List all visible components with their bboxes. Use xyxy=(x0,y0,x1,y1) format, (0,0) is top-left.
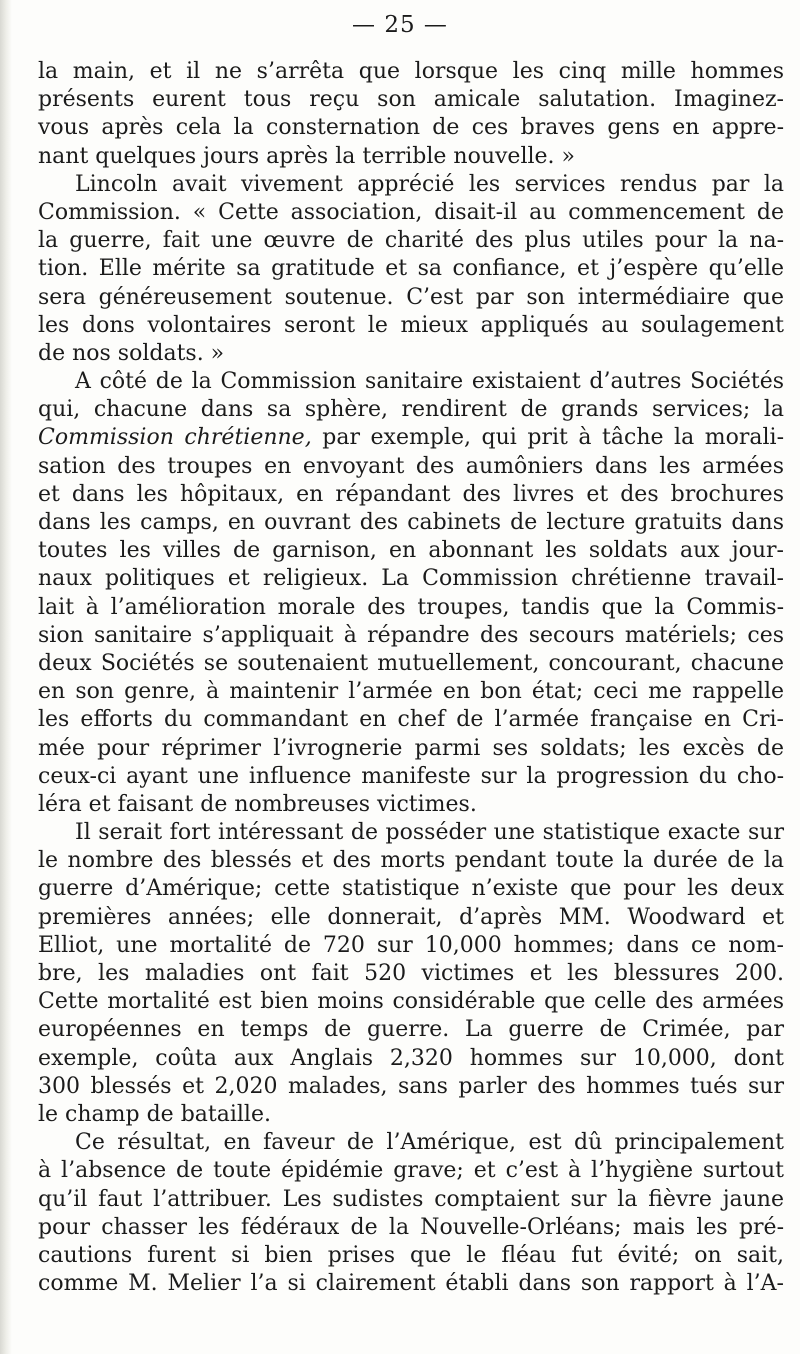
text-line: bre, les maladies ont fait 520 victimes et les blessures 200. xyxy=(38,961,784,986)
text-line: dans les camps, en ouvrant des cabinets de lecture gratuits dans xyxy=(38,510,784,535)
text-line: en son genre, à maintenir l’armée en bon état; ceci me rappelle xyxy=(38,679,784,705)
body-text xyxy=(38,58,784,1298)
text-line: nant quelques jours après la terrible nouvelle. » xyxy=(38,143,575,169)
text-line: sation des troupes en envoyant des aumôniers dans les armées xyxy=(38,453,784,479)
text-line: sion sanitaire s’appliquait à répandre des secours matériels; ces xyxy=(38,622,784,648)
text-line: lait à l’amélioration morale des troupes, tandis que la Commis- xyxy=(38,594,784,620)
text-line: guerre d’Amérique; cette statistique n’existe que pour les deux xyxy=(38,876,784,902)
text-line: mée pour réprimer l’ivrognerie parmi ses soldats; les excès de xyxy=(38,735,784,761)
text-line: deux Sociétés se soutenaient mutuellement, concourant, chacune xyxy=(38,650,784,676)
page-number: — 25 — xyxy=(352,12,448,38)
text-line: qu’il faut l’attribuer. Les sudistes comptaient sur la fièvre jaune xyxy=(38,1186,784,1212)
italic-title: Commission chrétienne, xyxy=(38,425,312,451)
text-line: européennes en temps de guerre. La guerre de Crimée, par xyxy=(38,1017,784,1043)
text-line: qui, chacune dans sa sphère, rendirent de grands services; la xyxy=(38,397,784,423)
text-line: ceux-ci ayant une influence manifeste sur la progression du cho- xyxy=(38,763,784,789)
text-line: Ce résultat, en faveur de l’Amérique, est dû principalement xyxy=(75,1130,784,1156)
text-line: le champ de bataille. xyxy=(38,1101,271,1127)
text-line: A côté de la Commission sanitaire existaient d’autres Sociétés xyxy=(75,369,784,395)
text-line: pour chasser les fédéraux de la Nouvelle-Orléans; mais les pré- xyxy=(38,1214,784,1240)
text-line: la main, et il ne s’arrêta que lorsque les cinq mille hommes xyxy=(38,59,784,84)
text-line: et dans les hôpitaux, en répandant des livres et des brochures xyxy=(38,481,784,507)
text-line: Lincoln avait vivement apprécié les services rendus par la xyxy=(75,171,784,197)
text-line: tion. Elle mérite sa gratitude et sa confiance, et j’espère qu’elle xyxy=(38,256,784,282)
text-line: naux politiques et religieux. La Commission chrétienne travail- xyxy=(38,566,784,592)
text-line: présents eurent tous reçu son amicale salutation. Imaginez- xyxy=(38,87,784,113)
page-edge-shadow xyxy=(0,0,12,1354)
text-line: à l’absence de toute épidémie grave; et c’est à l’hygiène surtout xyxy=(38,1158,784,1184)
text-line: Commission chrétienne, par exemple, qui prit à tâche la morali- xyxy=(38,425,785,451)
text-line: Elliot, une mortalité de 720 sur 10,000 hommes; dans ce nom- xyxy=(38,932,784,958)
text-line: les dons volontaires seront le mieux appliqués au soulagement xyxy=(38,312,784,338)
text-line: les efforts du commandant en chef de l’armée française en Cri- xyxy=(38,707,784,733)
text-line: 300 blessés et 2,020 malades, sans parler des hommes tués sur xyxy=(38,1073,784,1099)
text-line: vous après cela la consternation de ces braves gens en appre- xyxy=(38,115,784,141)
text-line: le nombre des blessés et des morts pendant toute la durée de la xyxy=(38,848,784,874)
text-line: Cette mortalité est bien moins considérable que celle des armées xyxy=(38,989,784,1015)
text-line: de nos soldats. » xyxy=(38,340,225,366)
text-line: Il serait fort intéressant de posséder une statistique exacte sur xyxy=(75,820,784,846)
text-line: Commission. « Cette association, disait-il au commencement de xyxy=(38,199,784,225)
text-line: sera généreusement soutenue. C’est par son intermédiaire que xyxy=(38,284,784,310)
text-line: la guerre, fait une œuvre de charité des plus utiles pour la na- xyxy=(38,228,784,254)
text-line: premières années; elle donnerait, d’après MM. Woodward et xyxy=(38,904,784,930)
text-line: léra et faisant de nombreuses victimes. xyxy=(38,791,477,817)
text-line: comme M. Melier l’a si clairement établi dans son rapport à l’A- xyxy=(38,1271,784,1297)
text-line: cautions furent si bien prises que le fléau fut évité; on sait, xyxy=(38,1242,784,1268)
text-line: toutes les villes de garnison, en abonnant les soldats aux jour- xyxy=(38,538,784,564)
text-line: exemple, coûta aux Anglais 2,320 hommes sur 10,000, dont xyxy=(38,1045,784,1071)
